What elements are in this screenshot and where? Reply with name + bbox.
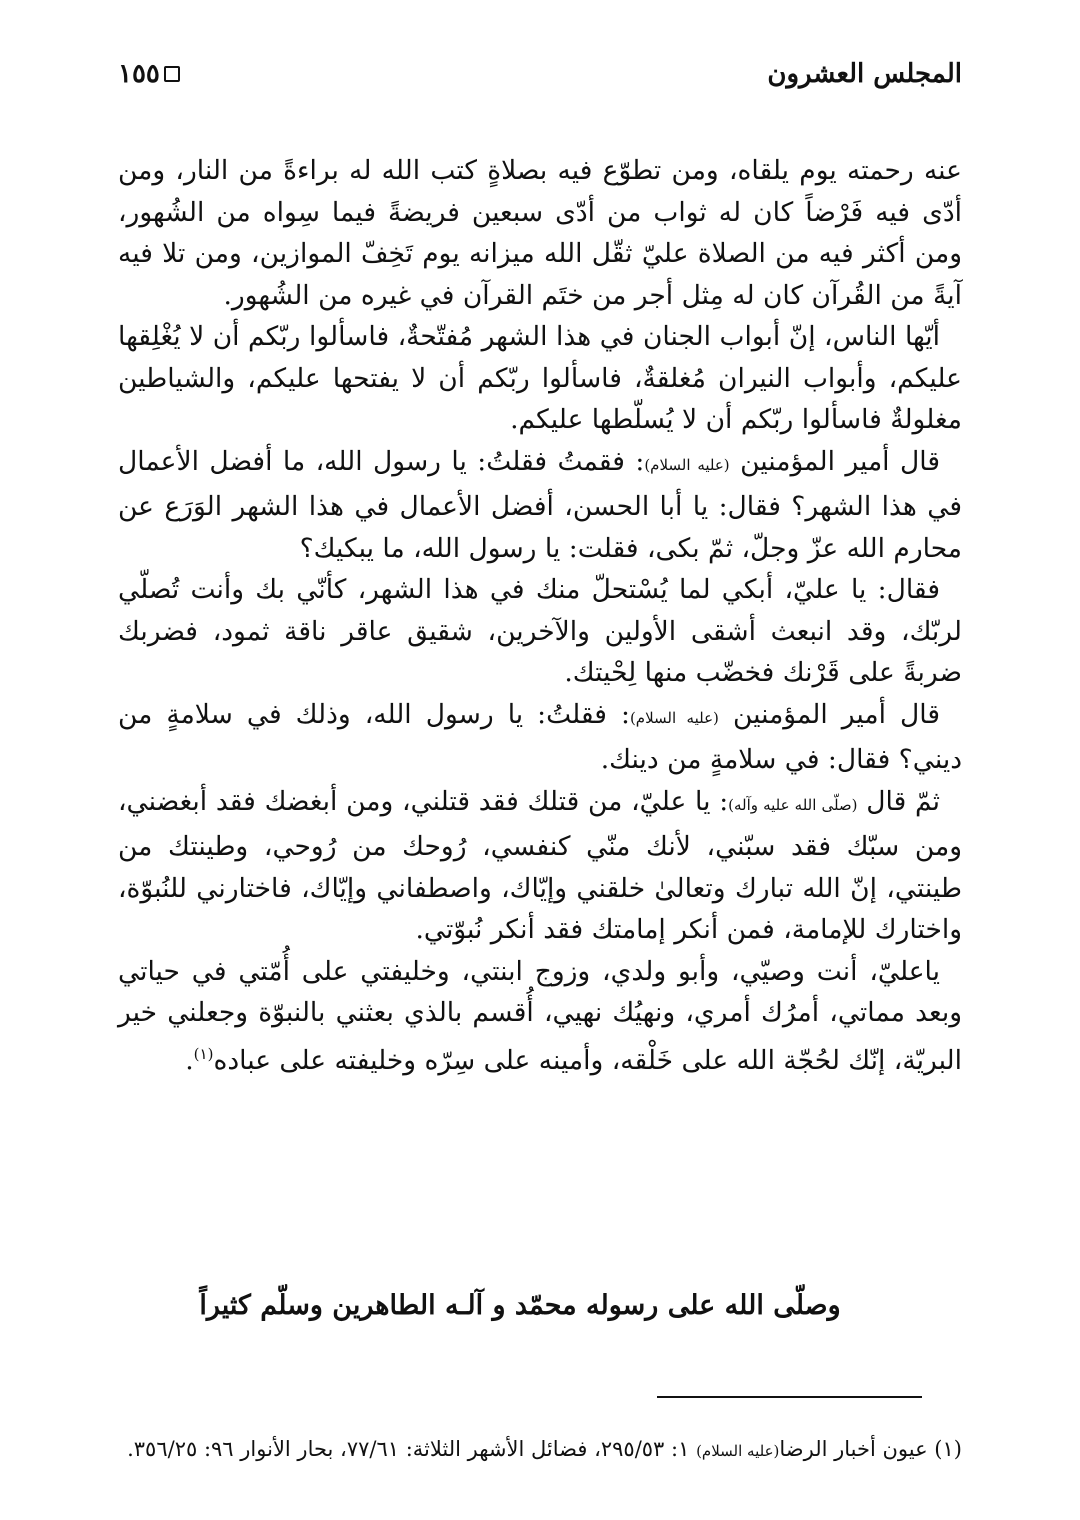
paragraph-1: عنه رحمته يوم يلقاه، ومن تطوّع فيه بصلاةٍ كتب الله له براءةً من النار، ومن أدّى فيه فَرْضاً كان له ثواب من أدّى سبعين فريضةً فيما سِواه من الشُهور، ومن أكثر فيه من الصلاة عليّ ثقّل الله ميزانه يوم تَخِفّ الموازين، ومن تلا فيه آيةً من القُرآن كان له مِثل أجر من ختَم القرآن في غيره من الشُهور. xyxy=(118,155,962,311)
footnote-text-end: ١: ٢٩٥/٥٣، فضائل الأشهر الثلاثة: ٧٧/٦١، بحار الأنوار ٩٦: ٣٥٦/٢٥. xyxy=(127,1437,697,1461)
page-marker-square-icon xyxy=(164,66,180,82)
page-number: ١٥٥ xyxy=(118,59,160,89)
honorific: (عليه السلام) xyxy=(629,708,719,727)
paragraph-5-text: : فقلتُ: يا رسول الله، وذلك في سلامةٍ من ديني؟ فقال: في سلامةٍ من دينك. xyxy=(118,698,962,775)
paragraph-6-text: : يا عليّ، من قتلك فقد قتلني، ومن أبغضك فقد أبغضني، ومن سبّك فقد سبّني، لأنك منّي كنفسي، رُوحك من رُوحي، وطينتك من طينتي، إنّ الله تبارك وتعالىٰ خلقني وإيّاك، واصطفاني وإيّاك، فاختارني للنُبوّة، واختارك للإمامة، فمن أنكر إمامتك فقد أنكر نُبوّتي. xyxy=(118,785,962,945)
paragraph-6 xyxy=(118,781,962,951)
footnote-reference[interactable]: (١) xyxy=(193,1044,214,1063)
chapter-title: المجلس العشرون xyxy=(767,59,962,89)
honorific: (صلّى الله عليه وآله) xyxy=(728,795,858,814)
page-header xyxy=(118,52,962,96)
paragraph-7: ياعليّ، أنت وصيّي، وأبو ولدي، وزوج ابنتي، وخليفتي على أُمّتي في حياتي وبعد مماتي، أمرُك أمري، ونهيُك نهيي، أُقسم بالذي بعثني بالنبوّة وجعلني خير البريّة، إنّك لحُجّة الله على خَلْقه، وأمينه على سِرّه وخليفته على عباده$^{(١)}$. xyxy=(118,955,962,1076)
footnote-text-start: (١) عيون أخبار الرضا xyxy=(779,1437,962,1461)
page-number-group xyxy=(118,59,180,89)
paragraph-3-text: : فقمتُ فقلتُ: يا رسول الله، ما أفضل الأعمال في هذا الشهر؟ فقال: يا أبا الحسن، أفضل الأعمال في هذا الشهر الوَرَع عن محارم الله عزّ وجلّ، ثمّ بكى، فقلت: يا رسول الله، ما يبكيك؟ xyxy=(118,445,962,564)
honorific: (عليه السلام) xyxy=(644,455,730,474)
paragraph-6-lead: ثمّ قال xyxy=(866,785,940,817)
paragraph-5-lead: قال أمير المؤمنين xyxy=(732,698,940,730)
honorific: (عليه السلام) xyxy=(696,1442,780,1460)
paragraph-3 xyxy=(118,441,962,570)
paragraph-2: أيّها الناس، إنّ أبواب الجنان في هذا الشهر مُفتّحةٌ، فاسألوا ربّكم أن لا يُغْلِقها عليكم، وأبواب النيران مُغلقةٌ، فاسألوا ربّكم أن لا يفتحها عليكم، والشياطين مغلولةٌ فاسألوا ربّكم أن لا يُسلّطها عليكم. xyxy=(118,321,962,435)
body-text xyxy=(118,150,962,1081)
paragraph-5 xyxy=(118,694,962,781)
footnote xyxy=(110,1434,962,1466)
footnote-divider xyxy=(657,1396,922,1398)
paragraph-7-text: ياعليّ، أنت وصيّي، وأبو ولدي، وزوج ابنتي، وخليفتي على أُمّتي في حياتي وبعد مماتي، أمرُك أمري، ونهيُك نهيي، أُقسم بالذي بعثني بالنبوّة وجعلني خير البريّة، إنّك لحُجّة الله على خَلْقه، وأمينه على سِرّه وخليفته على عباده xyxy=(118,955,962,1076)
closing-line: وصلّى الله على رسوله محمّد و آلـه الطاهرين وسلّم كثيراً xyxy=(199,1290,841,1321)
paragraph-3-lead: قال أمير المؤمنين xyxy=(740,445,940,477)
paragraph-4: فقال: يا عليّ، أبكي لما يُسْتحلّ منك في هذا الشهر، كأنّي بك وأنت تُصلّي لربّك، وقد انبعث أشقى الأولين والآخرين، شقيق عاقر ناقة ثمود، فضربك ضربةً على قَرْنك فخضّب منها لِحْيتك. xyxy=(118,574,962,688)
